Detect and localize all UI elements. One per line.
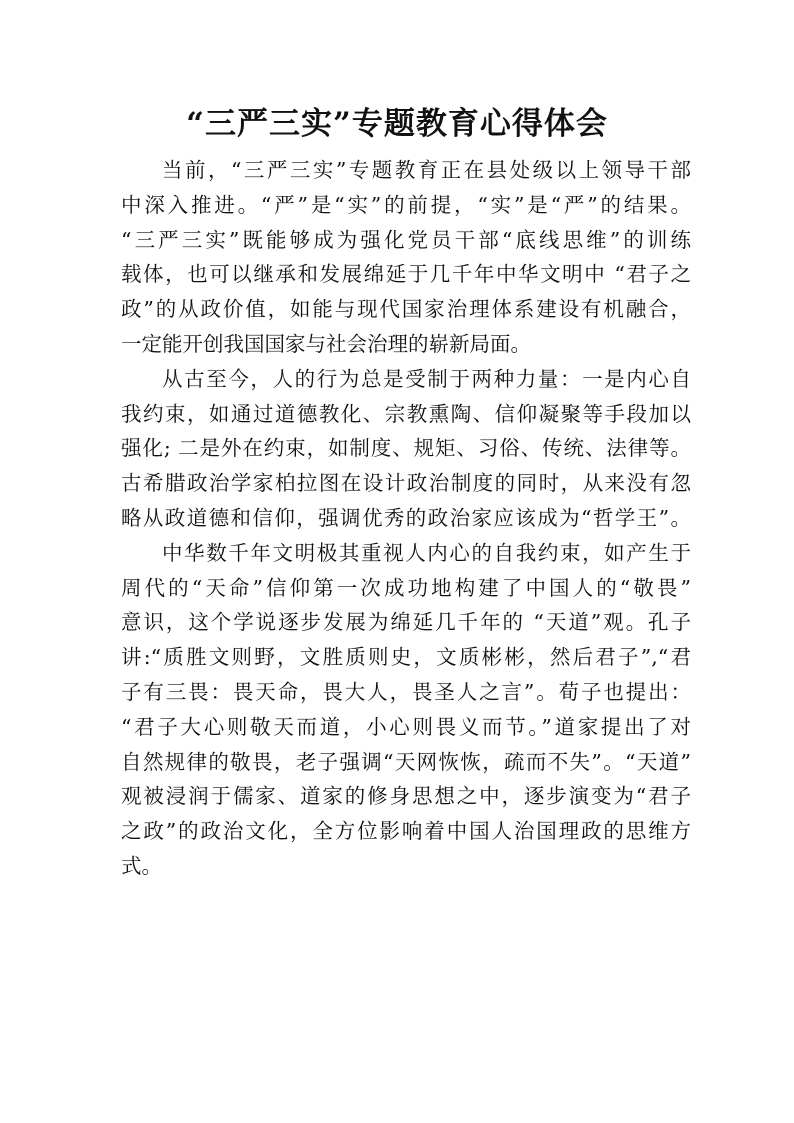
document-body	[121, 153, 691, 884]
text-line: 之政”的政治文化，全方位影响着中国人治国理政的思维方	[121, 819, 691, 844]
text-line: 我约束，如通过道德教化、宗教熏陶、信仰凝聚等手段加以	[121, 401, 691, 426]
text-line: 载体，也可以继承和发展绵延于几千年中华文明中 “君子之	[121, 262, 691, 287]
text-line: “君子大心则敬天而道，小心则畏义而节。”道家提出了对	[121, 714, 691, 739]
text-line: 周代的“天命”信仰第一次成功地构建了中国人的“敬畏”	[121, 575, 691, 600]
text-line: 中华数千年文明极其重视人内心的自我约束，如产生于	[162, 540, 691, 565]
text-line: 政”的从政价值，如能与现代国家治理体系建设有机融合，	[121, 297, 691, 322]
text-line: 当前，“三严三实”专题教育正在县处级以上领导干部	[162, 158, 691, 182]
text-line: 意识，这个学说逐步发展为绵延几千年的 “天道”观。孔子	[121, 610, 691, 635]
text-line: 自然规律的敬畏，老子强调“天网恢恢，疏而不失”。“天道”	[121, 749, 691, 774]
text-line: 子有三畏：畏天命，畏大人，畏圣人之言”。荀子也提出：	[121, 679, 691, 704]
paragraph-2	[121, 362, 691, 536]
paragraph-3	[121, 536, 691, 884]
text-line: 一定能开创我国国家与社会治理的崭新局面。	[121, 331, 531, 356]
text-line: 古希腊政治学家柏拉图在设计政治制度的同时，从来没有忽	[121, 471, 691, 496]
document-title: “三严三实”专题教育心得体会	[186, 106, 608, 142]
text-line: 式。	[121, 853, 162, 878]
text-line: 讲:“质胜文则野，文胜质则史，文质彬彬，然后君子”,“君	[121, 645, 691, 670]
text-line: “三严三实”既能够成为强化党员干部“底线思维”的训练	[121, 227, 691, 252]
paragraph-1	[121, 153, 691, 362]
text-line: 略从政道德和信仰，强调优秀的政治家应该成为“哲学王”。	[121, 505, 691, 530]
text-line: 强化; 二是外在约束，如制度、规矩、习俗、传统、法律等。	[121, 436, 691, 461]
text-line: 观被浸润于儒家、道家的修身思想之中，逐步演变为“君子	[121, 784, 691, 809]
text-line: 中深入推进。“严”是“实”的前提，“实”是“严”的结果。	[121, 192, 691, 217]
text-line: 从古至今，人的行为总是受制于两种力量：一是内心自	[162, 366, 691, 391]
